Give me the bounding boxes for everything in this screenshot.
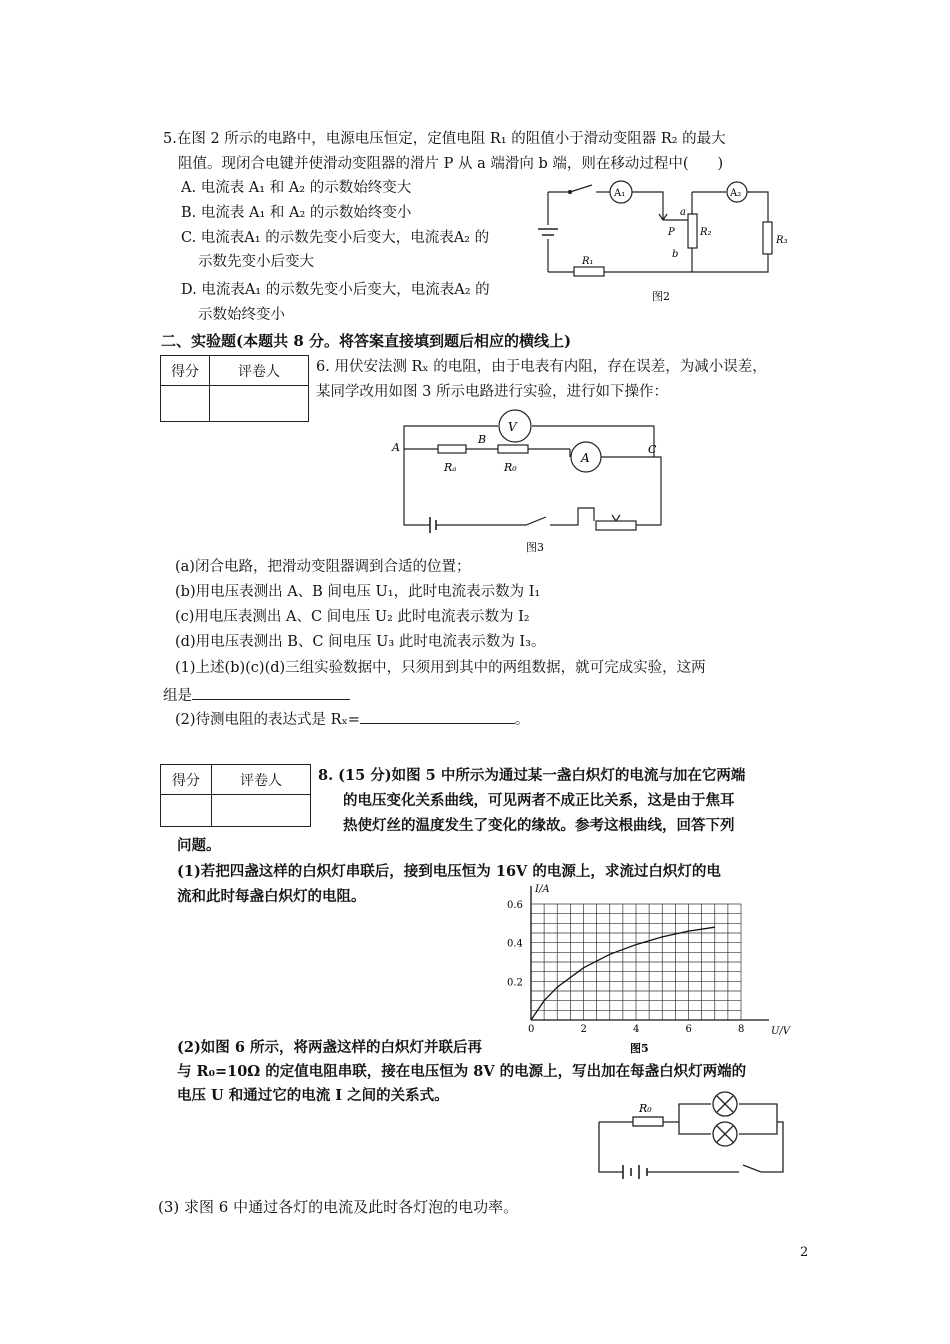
score-label: 得分 [161, 765, 212, 795]
y-tick-label: 0.2 [507, 977, 523, 989]
q6-step-b: (b)用电压表测出 A、B 间电压 U₁，此时电流表示数为 I₁ [175, 584, 541, 600]
score-cell[interactable] [161, 386, 210, 422]
fig3-label-v: V [508, 420, 517, 434]
q6-step-d: (d)用电压表测出 B、C 间电压 U₃ 此时电流表示数为 I₃。 [175, 634, 546, 650]
x-tick-label: 0 [528, 1024, 535, 1035]
fig6-label-r0: R₀ [639, 1102, 652, 1115]
q8-sub1-line1: (1)若把四盏这样的白炽灯串联后，接到电压恒为 16V 的电源上，求流过白炽灯的电 [177, 863, 721, 880]
fig2-label-b: b [672, 249, 679, 260]
q6-answer-blank-2[interactable] [360, 707, 515, 724]
figure-2-circuit [530, 177, 800, 307]
q6-stem-line2: 某同学改用如图 3 所示电路进行实验，进行如下操作： [316, 384, 668, 400]
q5-option-d-cont: 示数始终变小 [198, 307, 285, 323]
q8-sub3: (3) 求图 6 中通过各灯的电流及此时各灯泡的电功率。 [158, 1198, 519, 1216]
q8-stem-line2: 的电压变化关系曲线，可见两者不成正比关系，这是由于焦耳 [343, 792, 735, 809]
q6-stem-line1: 6. 用伏安法测 Rₓ 的电阻，由于电表有内阻，存在误差，为减小误差， [316, 359, 767, 375]
y-tick-label: 0.4 [507, 938, 523, 950]
q6-step-c: (c)用电压表测出 A、C 间电压 U₂ 此时电流表示数为 I₂ [175, 609, 530, 625]
q8-stem-line4: 问题。 [177, 837, 221, 854]
figure-3-circuit [386, 405, 676, 555]
fig3-point-a: A [392, 441, 400, 454]
q6-answer-blank-1[interactable] [192, 683, 350, 700]
q6-sub1-line1: (1)上述(b)(c)(d)三组实验数据中，只须用到其中的两组数据，就可完成实验，这两 [175, 660, 706, 676]
q8-stem-line1: 8. (15 分)如图 5 中所示为通过某一盏白炽灯的电流与加在它两端 [318, 767, 746, 784]
figure-5-chart [495, 880, 791, 1055]
fig2-label-a1: A₁ [614, 188, 626, 199]
q5-stem-line1: 5.在图 2 所示的电路中，电源电压恒定，定值电阻 R₁ 的阻值小于滑动变阻器 R₂ 的最大 [163, 131, 726, 147]
score-box-q8 [160, 764, 311, 827]
fig2-label-r1: R₁ [582, 256, 594, 267]
x-tick-label: 2 [580, 1024, 587, 1035]
fig2-label-r3: R₃ [776, 235, 788, 246]
q6-sub2-end: 。 [514, 712, 530, 728]
fig3-label-a: A [581, 451, 590, 465]
q6-sub1-line2 [163, 683, 350, 706]
q5-option-c-cont: 示数先变小后变大 [198, 254, 314, 270]
chart-title: 图5 [630, 1042, 649, 1055]
x-tick-label: 6 [685, 1024, 692, 1035]
fig3-label-ra: Rₐ [444, 461, 457, 474]
q8-sub2-line1: (2)如图 6 所示，将两盏这样的白炽灯并联后再 [177, 1039, 482, 1056]
y-tick-label: 0.6 [507, 900, 523, 911]
q6-sub2 [175, 707, 529, 730]
q6-step-a: (a)闭合电路，把滑动变阻器调到合适的位置； [175, 559, 471, 575]
fig2-label-a2: A₂ [730, 188, 742, 199]
q8-sub1-line2: 流和此时每盏白炽灯的电阻。 [177, 888, 366, 905]
score-label: 得分 [161, 356, 210, 386]
fig2-label-p: P [668, 227, 675, 238]
q8-sub2-line3: 电压 U 和通过它的电流 I 之间的关系式。 [177, 1087, 449, 1104]
q5-option-b: B. 电流表 A₁ 和 A₂ 的示数始终变小 [181, 205, 412, 221]
q8-stem-line3: 热使灯丝的温度发生了变化的缘故。参考这根曲线，回答下列 [343, 817, 735, 834]
fig3-caption: 图3 [526, 541, 544, 554]
score-cell[interactable] [161, 795, 212, 827]
fig3-label-r0: R₀ [504, 461, 517, 474]
y-axis-label: I/A [535, 884, 550, 895]
score-box-q6 [160, 355, 309, 422]
fig3-point-b: B [478, 433, 487, 446]
grader-label: 评卷人 [210, 356, 309, 386]
x-tick-label: 4 [633, 1024, 640, 1035]
x-tick-label: 8 [738, 1024, 745, 1035]
q5-stem-line2: 阻值。现闭合电键并使滑动变阻器的滑片 P 从 a 端滑向 b 端，则在移动过程中( ) [178, 156, 724, 172]
q5-option-a: A. 电流表 A₁ 和 A₂ 的示数始终变大 [181, 180, 412, 196]
q6-sub1-label: 组是 [163, 688, 192, 704]
fig3-point-c: C [648, 443, 657, 456]
q6-sub2-label: (2)待测电阻的表达式是 Rₓ= [175, 712, 360, 728]
grader-cell[interactable] [210, 386, 309, 422]
grader-cell[interactable] [212, 795, 311, 827]
figure-6-circuit [593, 1090, 793, 1180]
x-axis-label: U/V [771, 1026, 791, 1037]
q5-option-d: D. 电流表A₁ 的示数先变小后变大，电流表A₂ 的 [181, 282, 490, 298]
q5-option-c: C. 电流表A₁ 的示数先变小后变大，电流表A₂ 的 [181, 230, 490, 246]
fig2-caption: 图2 [652, 290, 670, 303]
page-number: 2 [800, 1245, 809, 1260]
fig2-label-r2: R₂ [700, 227, 712, 238]
grader-label: 评卷人 [212, 765, 311, 795]
fig2-label-a: a [680, 207, 686, 218]
q8-sub2-line2: 与 R₀=10Ω 的定值电阻串联，接在电压恒为 8V 的电源上，写出加在每盏白炽灯两端的 [177, 1063, 747, 1080]
section-2-title: 二、实验题(本题共 8 分。将答案直接填到题后相应的横线上) [161, 332, 572, 350]
